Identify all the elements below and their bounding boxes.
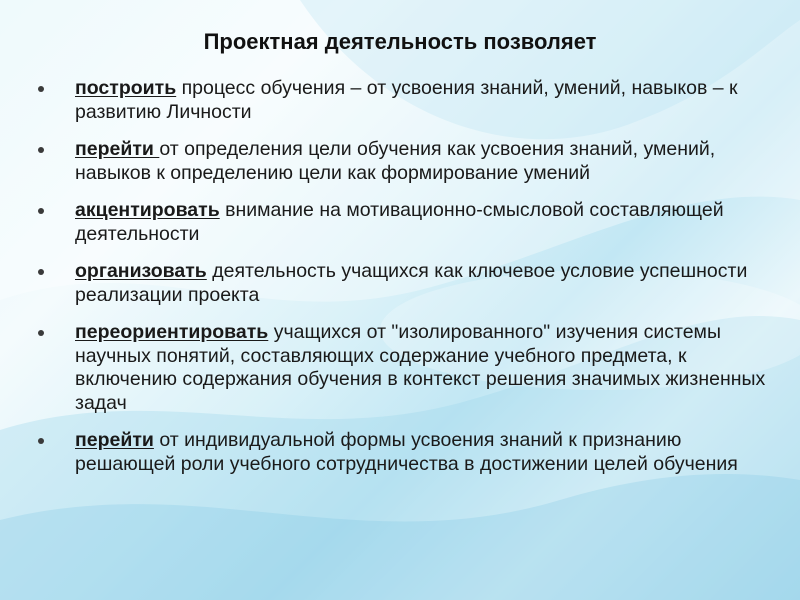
list-item [38, 77, 768, 124]
item-text: деятельность учащихся как ключевое условие успешности реализации проекта [75, 260, 748, 306]
item-text: от индивидуальной формы усвоения знаний к признанию решающей роли учебного сотрудничества в достижении целей обучения [75, 429, 738, 475]
item-keyword: перейти [75, 429, 154, 451]
bullet-icon [38, 208, 44, 214]
list-item [38, 138, 768, 185]
item-keyword: организовать [75, 260, 207, 282]
list-item [38, 429, 768, 476]
bullet-list [38, 77, 768, 490]
bullet-icon [38, 330, 44, 336]
item-keyword: акцентировать [75, 199, 220, 221]
slide-title: Проектная деятельность позволяет [203, 29, 597, 54]
list-item [38, 260, 768, 307]
item-keyword: переориентировать [75, 321, 269, 343]
item-text: от определения цели обучения как усвоения знаний, умений, навыков к определению цели как формирование умений [75, 138, 716, 184]
item-text: процесс обучения – от усвоения знаний, умений, навыков – к развитию Личности [75, 77, 738, 123]
item-text: учащихся от "изолированного" изучения системы научных понятий, составляющих содержание учебного предмета, к включению содержания обучения в контекст решения значимых жизненных задач [75, 321, 766, 414]
bullet-icon [38, 86, 44, 92]
list-item [38, 321, 768, 415]
bullet-icon [38, 269, 44, 275]
bullet-icon [38, 147, 44, 153]
list-item [38, 199, 768, 246]
item-keyword: перейти [75, 138, 160, 160]
bullet-icon [38, 438, 44, 444]
item-keyword: построить [75, 77, 177, 99]
item-text: внимание на мотивационно-смысловой составляющей деятельности [75, 199, 724, 245]
